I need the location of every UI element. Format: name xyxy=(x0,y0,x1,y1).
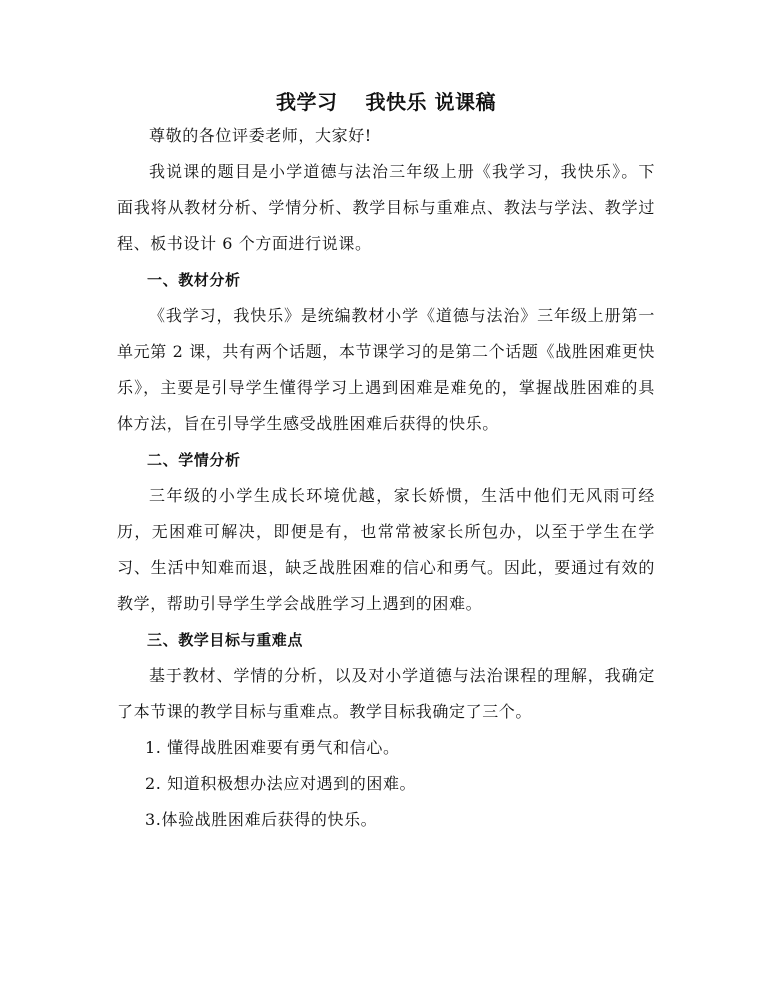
section-body-student-analysis: 三年级的小学生成长环境优越，家长娇惯，生活中他们无风雨可经历，无困难可解决，即便是有，也常常被家长所包办，以至于学生在学习、生活中知难而退，缺乏战胜困难的信心和勇气。因此，要通过有效的教学，帮助引导学生学会战胜学习上遇到的困难。 xyxy=(117,486,655,613)
document-title: 我学习 我快乐 说课稿 xyxy=(276,90,496,114)
objective-item-3: 3.体验战胜困难后获得的快乐。 xyxy=(145,810,378,829)
intro-paragraph: 我说课的题目是小学道德与法治三年级上册《我学习，我快乐》。下面我将从教材分析、学情分析、教学目标与重难点、教法与学法、教学过程、板书设计 6 个方面进行说课。 xyxy=(117,162,655,253)
greeting-paragraph: 尊敬的各位评委老师，大家好! xyxy=(149,126,372,145)
objective-item-2: 2. 知道积极想办法应对遇到的困难。 xyxy=(145,774,417,793)
objective-item-1: 1. 懂得战胜困难要有勇气和信心。 xyxy=(145,738,400,757)
section-heading-teaching-goals: 三、教学目标与重难点 xyxy=(147,631,304,649)
section-heading-student-analysis: 二、学情分析 xyxy=(147,451,241,469)
section-body-teaching-goals: 基于教材、学情的分析，以及对小学道德与法治课程的理解，我确定了本节课的教学目标与重难点。教学目标我确定了三个。 xyxy=(117,666,655,721)
document-content xyxy=(117,86,655,838)
section-heading-textbook-analysis: 一、教材分析 xyxy=(147,271,241,289)
section-body-textbook-analysis: 《我学习，我快乐》是统编教材小学《道德与法治》三年级上册第一单元第 2 课，共有两个话题，本节课学习的是第二个话题《战胜困难更快乐》，主要是引导学生懂得学习上遇到困难是难免的，掌握战胜困难的具体方法，旨在引导学生感受战胜困难后获得的快乐。 xyxy=(117,306,655,433)
